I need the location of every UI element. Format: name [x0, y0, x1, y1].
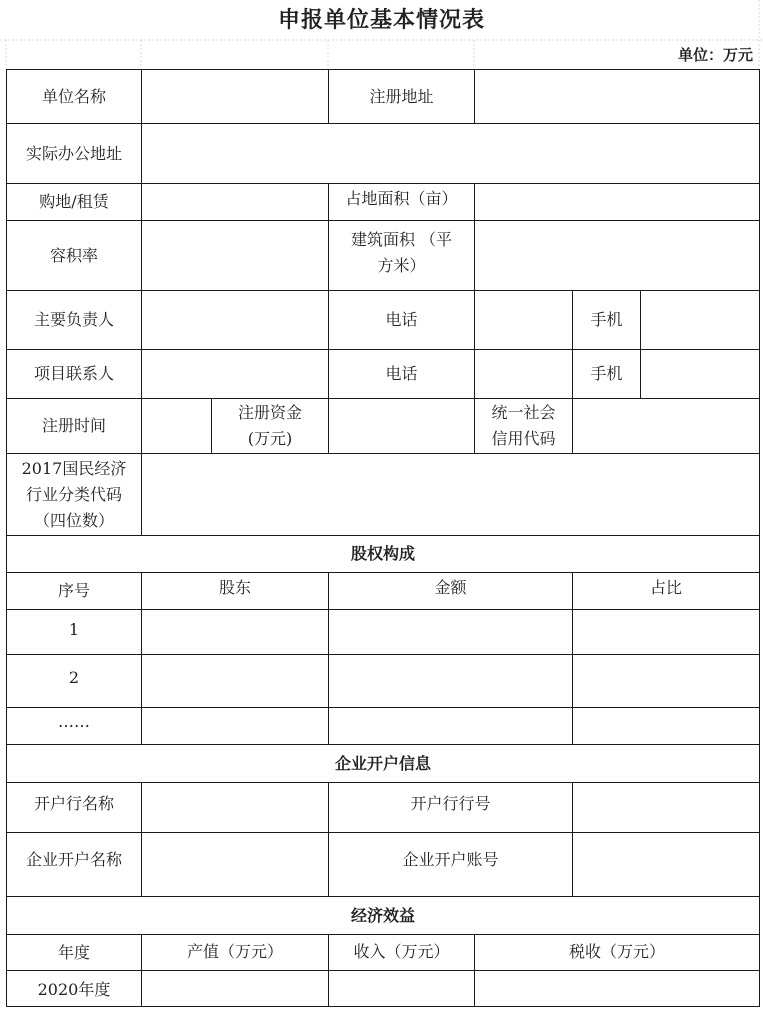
equity-row-shareholder-field[interactable]: [142, 708, 328, 744]
land-area-label: 占地面积（亩）: [345, 189, 458, 208]
bank-no-label: 开户行行号: [410, 794, 491, 813]
reg-capital-field[interactable]: [329, 399, 474, 453]
equity-row-no: 2: [68, 668, 80, 687]
econ-section-title: 经济效益: [350, 905, 415, 925]
account-name-label: 企业开户名称: [25, 850, 122, 869]
reg-capital-label: 注册资金 (万元): [237, 403, 302, 448]
reg-address-field[interactable]: [475, 70, 759, 123]
bank-name-field[interactable]: [142, 783, 328, 832]
econ-income-field[interactable]: [329, 971, 474, 1006]
contact-phone-label: 电话: [385, 364, 418, 383]
equity-row-ellipsis: ……: [58, 712, 90, 731]
building-area-label: 建筑面积 （平 方米）: [350, 230, 453, 275]
contact-mobile-label: 手机: [590, 364, 623, 383]
equity-header-amount: 金额: [434, 578, 467, 597]
equity-row-shareholder-field[interactable]: [142, 655, 328, 707]
equity-header-no: 序号: [57, 581, 90, 600]
account-no-field[interactable]: [573, 833, 759, 896]
land-mode-field[interactable]: [142, 184, 328, 220]
equity-section-title: 股权构成: [350, 544, 415, 563]
principal-field[interactable]: [142, 291, 328, 349]
land-area-field[interactable]: [475, 184, 759, 220]
plot-ratio-label: 容积率: [49, 245, 98, 265]
equity-row-shareholder-field[interactable]: [142, 610, 328, 654]
bank-no-field[interactable]: [573, 783, 759, 832]
unit-label: 单位：万元: [677, 46, 753, 64]
equity-row-ratio-field[interactable]: [573, 708, 759, 744]
land-mode-label: 购地/租赁: [39, 192, 109, 211]
industry-code-label: 2017国民经济 行业分类代码 （四位数）: [21, 458, 127, 530]
office-address-label: 实际办公地址: [25, 143, 122, 163]
equity-row-amount-field[interactable]: [329, 655, 572, 707]
equity-row-ratio-field[interactable]: [573, 655, 759, 707]
econ-header-income: 收入（万元）: [353, 941, 450, 961]
unit-name-label: 单位名称: [41, 86, 106, 106]
econ-year-2020: 2020年度: [37, 979, 111, 999]
equity-header-shareholder: 股东: [218, 578, 251, 597]
principal-mobile-label: 手机: [590, 310, 623, 329]
office-address-field[interactable]: [142, 124, 759, 183]
form-title: 申报单位基本情况表: [277, 7, 485, 33]
equity-row-no: 1: [68, 620, 80, 639]
plot-ratio-field[interactable]: [142, 221, 328, 290]
bank-section-title: 企业开户信息: [334, 753, 431, 773]
principal-label: 主要负责人: [33, 310, 114, 329]
industry-code-field[interactable]: [142, 454, 759, 535]
contact-label: 项目联系人: [33, 364, 114, 383]
unit-name-field[interactable]: [142, 70, 328, 123]
contact-mobile-field[interactable]: [641, 350, 759, 398]
econ-output-field[interactable]: [142, 971, 328, 1006]
credit-code-label: 统一社会 信用代码: [491, 403, 556, 448]
principal-phone-label: 电话: [385, 310, 418, 329]
reg-time-label: 注册时间: [41, 416, 106, 435]
econ-header-year: 年度: [57, 942, 90, 962]
credit-code-field[interactable]: [573, 399, 759, 453]
reg-time-field[interactable]: [142, 399, 211, 453]
contact-field[interactable]: [142, 350, 328, 398]
equity-header-ratio: 占比: [649, 578, 682, 597]
econ-header-tax: 税收（万元）: [568, 941, 665, 961]
equity-row-amount-field[interactable]: [329, 610, 572, 654]
contact-phone-field[interactable]: [475, 350, 572, 398]
building-area-field[interactable]: [475, 221, 759, 290]
account-name-field[interactable]: [142, 833, 328, 896]
account-no-label: 企业开户账号: [402, 850, 499, 869]
bank-name-label: 开户行名称: [33, 794, 114, 813]
reg-address-label: 注册地址: [369, 86, 434, 106]
principal-phone-field[interactable]: [475, 291, 572, 349]
principal-mobile-field[interactable]: [641, 291, 759, 349]
econ-header-output: 产值（万元）: [186, 941, 283, 961]
econ-tax-field[interactable]: [475, 971, 759, 1006]
equity-row-amount-field[interactable]: [329, 708, 572, 744]
equity-row-ratio-field[interactable]: [573, 610, 759, 654]
